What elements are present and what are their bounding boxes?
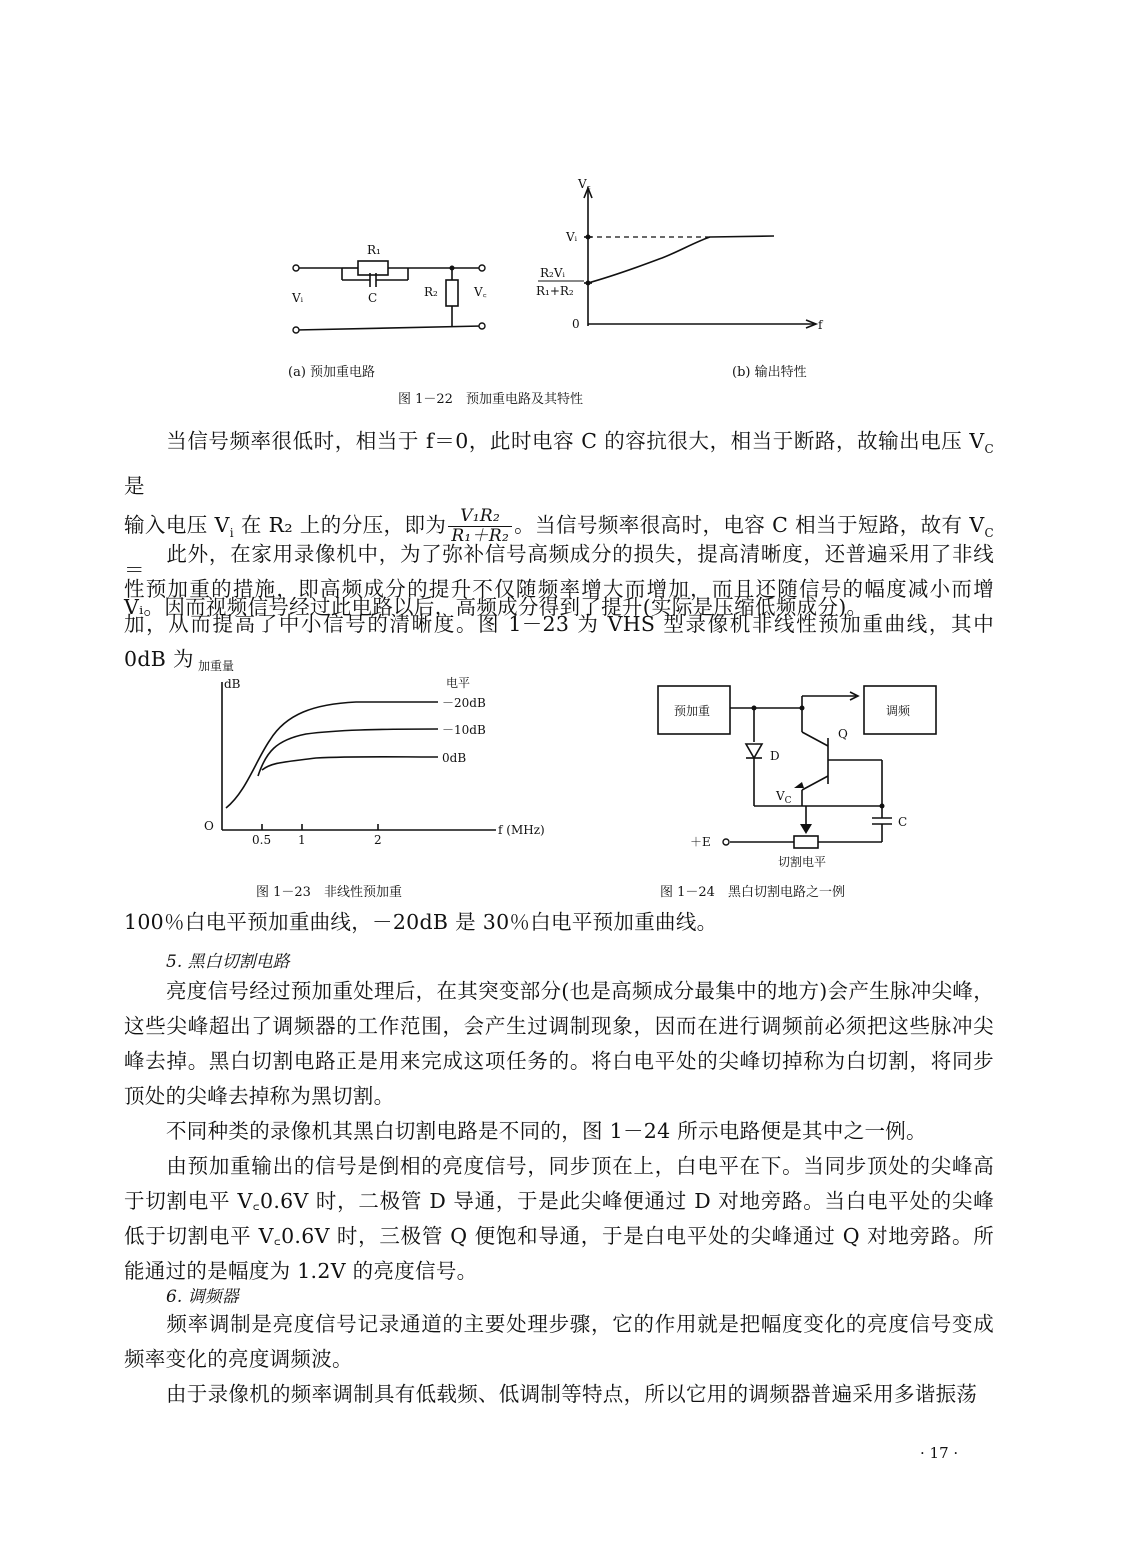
fig22-sub-b: (b) 输出特性: [732, 365, 807, 380]
paragraph-4: 亮度信号经过预加重处理后，在其突变部分(也是高频成分最集中的地方)会产生脉冲尖峰，这些尖峰超出了调频器的工作范围，会产生过调制现象，因而在进行调频前必须把这些脉冲尖峰去掉。黑白切割电路正是用来完成这项任务的。将白电平处的尖峰切掉称为白切割，将同步顶处的尖峰去掉称为黑切割。: [124, 979, 994, 1108]
axis-label-vc: V꜀: [578, 177, 591, 191]
figure-1-22a-circuit: [280, 230, 500, 350]
tick-vi: Vᵢ: [566, 230, 578, 244]
curve-minus-10db: [258, 729, 438, 776]
resistor-r2: [446, 280, 458, 306]
x-tick-2: 2: [374, 833, 382, 847]
output-curve: [588, 236, 774, 283]
fig22-caption: 图 1－22 预加重电路及其特性: [398, 392, 583, 407]
block-left-label: 预加重: [674, 704, 711, 718]
label-c: C: [368, 291, 378, 305]
tick-frac-den: R₁+R₂: [536, 284, 574, 298]
section-heading-6: 6. 调频器: [166, 1287, 239, 1307]
fig22-sub-a: (a) 预加重电路: [288, 365, 376, 380]
y-label-1: 加重量: [198, 659, 235, 673]
curve-label-minus-20db: －20dB: [442, 696, 486, 710]
label-vi: Vᵢ: [292, 291, 304, 305]
figure-1-24-circuit: [650, 676, 940, 876]
fig23-caption: 图 1－23 非线性预加重: [256, 885, 402, 900]
paragraph-6: 由预加重输出的信号是倒相的亮度信号，同步顶在上，白电平在下。当同步顶处的尖峰高于切割电平 V꜀0.6V 时，二极管 D 导通，于是此尖峰便通过 D 对地旁路。当白电平处的尖峰低于切割电平 V꜀0.6V 时，三极管 Q 便饱和导通，于是白电平处的尖峰通过 Q 对地旁路。所能通过的是幅度为 1.2V 的亮度信号。: [124, 1154, 994, 1283]
resistor-r1: [358, 261, 388, 275]
tick-frac-num: R₂Vᵢ: [540, 266, 565, 280]
diode-label: D: [770, 749, 780, 763]
paragraph-1: 当信号频率很低时，相当于 f＝0，此时电容 C 的容抗很大，相当于断路，故输出电压 $V_C$ 是 输入电压 $V_i$ 在 R₂ 上的分压，即为 $\frac{\text{V₁R₂}}{\text{R₁＋R₂}}$ 。当信号频率很高时，电容 C 相当于短路，故有 $V_C=$ Vᵢ。因而视频信号经过此电路以后，高频成分得到了提升(实际是压缩低频成分)。: [124, 429, 994, 620]
fig24-caption: 图 1－24 黑白切割电路之一例: [660, 885, 845, 900]
y-label-2: dB: [224, 677, 241, 691]
vc-label: $V_C$: [776, 789, 792, 806]
axis-label-f: f: [818, 318, 823, 332]
curve-label-0db: 0dB: [442, 751, 467, 765]
paragraph-2: 此外，在家用录像机中，为了弥补信号高频成分的损失，提高清晰度，还普遍采用了非线性预加重的措施，即高频成分的提升不仅随频率增大而增加，而且还随信号的幅度减小而增加，从而提高了中小信号的清晰度。图 1－23 为 VHS 型录像机非线性预加重曲线，其中 0dB 为: [124, 542, 994, 671]
section-heading-5: 5. 黑白切割电路: [166, 952, 290, 972]
potentiometer: [794, 836, 818, 848]
curve-0db: [262, 757, 438, 770]
legend-title: 电平: [446, 676, 471, 690]
figure-1-23-chart: [196, 652, 576, 852]
paragraph-3: 100％白电平预加重曲线，－20dB 是 30％白电平预加重曲线。: [124, 910, 718, 934]
page-number: · 17 ·: [920, 1444, 959, 1462]
transistor-label: Q: [838, 727, 848, 741]
curve-minus-20db: [226, 702, 438, 808]
cap-label: C: [898, 815, 908, 829]
origin-label: O: [204, 819, 214, 833]
label-r1: R₁: [367, 243, 381, 257]
label-r2: R₂: [424, 285, 438, 299]
label-vc: V꜀: [474, 285, 487, 299]
supply-label: ＋E: [690, 835, 711, 849]
pot-label: 切割电平: [778, 855, 827, 869]
curve-label-minus-10db: －10dB: [442, 723, 486, 737]
x-axis-label: f (MHz): [498, 823, 545, 837]
x-tick-0-5: 0.5: [252, 833, 272, 847]
paragraph-8: 由于录像机的频率调制具有低载频、低调制等特点，所以它用的调频器普遍采用多谐振荡: [166, 1382, 978, 1406]
block-right-label: 调频: [886, 704, 911, 718]
figure-1-22b-graph: [530, 176, 830, 336]
x-tick-1: 1: [298, 833, 306, 847]
tick-zero: 0: [572, 317, 580, 331]
paragraph-7: 频率调制是亮度信号记录通道的主要处理步骤，它的作用就是把幅度变化的亮度信号变成频率变化的亮度调频波。: [124, 1312, 994, 1371]
paragraph-5: 不同种类的录像机其黑白切割电路是不同的，图 1－24 所示电路便是其中之一例。: [166, 1119, 927, 1143]
fraction: $\frac{\text{V₁R₂}}{\text{R₁＋R₂}}$: [448, 507, 512, 546]
